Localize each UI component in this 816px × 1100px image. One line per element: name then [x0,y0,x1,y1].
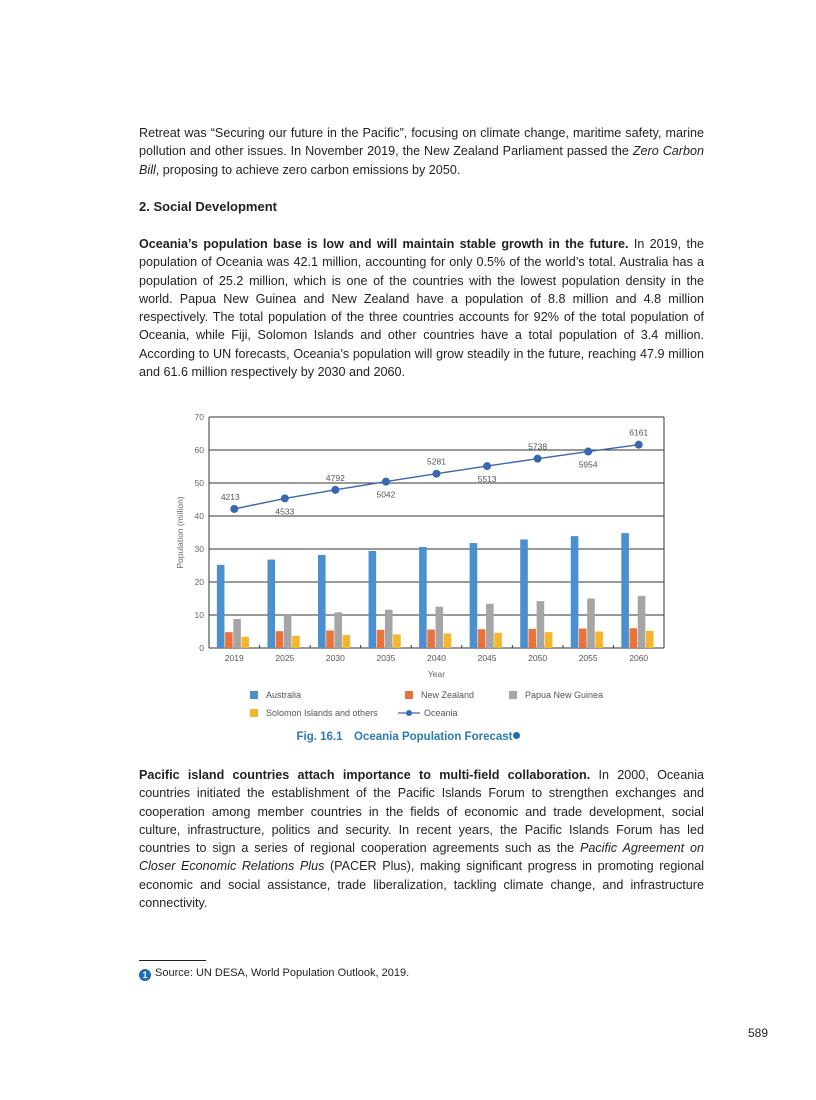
swatch-icon [509,691,517,699]
legend-label: New Zealand [421,690,475,700]
bar-new-zealand [276,631,284,648]
legend-label: Oceania [424,708,458,718]
bar-solomon-islands-and-others [646,631,654,648]
page-number: 589 [748,1026,769,1040]
swatch-icon [405,691,413,699]
bar-solomon-islands-and-others [393,634,401,648]
bar-papua-new-guinea [233,619,241,648]
data-label: 6161 [629,427,649,438]
data-label: 5954 [578,459,598,470]
x-tick-label: 2030 [325,653,345,663]
bar-solomon-islands-and-others [241,637,249,648]
bar-solomon-islands-and-others [545,632,553,648]
bar-solomon-islands-and-others [595,632,603,649]
bar-solomon-islands-and-others [292,636,300,648]
y-tick-label: 10 [194,610,204,620]
x-tick-label: 2055 [578,653,598,663]
legend-solomon [250,708,378,718]
legend-label: Papua New Guinea [525,690,604,700]
data-label: 5042 [376,489,396,500]
x-tick-label: 2025 [275,653,295,663]
y-tick-label: 20 [194,577,204,587]
bar-solomon-islands-and-others [494,633,502,648]
bar-australia [470,543,478,648]
swatch-icon [250,709,258,717]
text: (PACER Plus), making significant progress in promoting regional economic and social assistance, trade liberalization, tackling climate change, and infrastructure connectivity. [139,859,705,911]
y-axis-title: Population (million) [175,496,185,569]
swatch-icon [250,691,258,699]
y-tick-label: 30 [194,544,204,554]
agreement-title: Pacific Agreement on Closer Economic Relations Plus [139,841,704,874]
bar-australia [419,547,427,648]
figure-caption [0,731,816,743]
x-tick-label: 2060 [629,653,649,663]
oceania-point [483,462,491,470]
oceania-point [382,478,390,486]
bill-title: Zero Carbon Bill [139,144,704,177]
y-tick-label: 50 [194,478,204,488]
bar-new-zealand [478,629,486,648]
text: In 2019, the population of Oceania was 42.1 million, accounting for only 0.5% of the world’s total. Australia has a population of 25.2 million, which is one of the countries with the lowest population density in the world. Papua New Guinea and New Zealand have a population of 8.8 million and 4.8 million respectively. The total population of the three countries accounts for 92% of the total population of Oceania, while Fiji, Solomon Islands and other countries have a total population of 3.4 million. According to UN forecasts, Oceania’s population will grow steadily in the future, reaching 47.9 million and 61.6 million respectively by 2030 and 2060. [139,237,704,380]
oceania-point [331,486,339,494]
legend-oceania [398,708,458,718]
bar-solomon-islands-and-others [343,635,351,648]
text: In 2000, Oceania countries initiated the establishment of the Pacific Islands Forum to strengthen exchanges and cooperation among member countries in the fields of economic and trade development, social culture, infrastructure, politics and security. In recent years, the Pacific Islands Forum has led countries to sign a series of regional cooperation agreements such as the [139,768,704,856]
bar-australia [520,539,528,648]
bar-new-zealand [528,629,536,648]
paragraph-population [139,235,704,381]
oceania-point [281,494,289,502]
section-heading: 2. Social Development [139,199,277,214]
bar-papua-new-guinea [587,599,595,649]
legend-australia [250,690,301,700]
bar-australia [217,565,225,648]
bar-new-zealand [377,630,385,648]
bar-new-zealand [427,630,435,648]
legend-label: Solomon Islands and others [266,708,378,718]
footnote-marker-icon [513,732,520,739]
bar-new-zealand [579,629,587,648]
oceania-point [635,441,643,449]
bar-papua-new-guinea [436,607,444,648]
footnote [139,967,409,981]
bar-australia [318,555,326,648]
paragraph-collaboration [139,766,704,912]
oceania-point [433,470,441,478]
x-tick-label: 2019 [224,653,244,663]
x-tick-label: 2050 [528,653,548,663]
data-label: 4213 [220,491,240,502]
bar-australia [369,551,377,648]
x-tick-label: 2045 [477,653,497,663]
bar-papua-new-guinea [486,604,494,648]
bar-papua-new-guinea [284,615,292,648]
legend-label: Australia [266,690,302,700]
y-tick-label: 0 [199,643,204,653]
data-label: 5281 [427,456,446,467]
footnote-rule [139,960,206,961]
legend-new-zealand [405,690,474,700]
bar-australia [621,533,629,648]
x-tick-label: 2035 [376,653,396,663]
bar-papua-new-guinea [334,612,342,648]
paragraph-intro [139,124,704,179]
oceania-point [534,455,542,463]
x-tick-label: 2040 [427,653,446,663]
bar-new-zealand [326,631,334,648]
y-tick-label: 70 [194,412,204,422]
legend-png [509,690,603,700]
footnote-number-icon: 1 [139,969,151,981]
y-tick-label: 40 [194,511,204,521]
data-label: 5738 [528,441,548,452]
bar-australia [267,560,275,648]
lead-sentence: Oceania’s population base is low and will maintain stable growth in the future. [139,237,629,251]
caption-text: Fig. 16.1 Oceania Population Forecast [296,731,513,743]
bar-papua-new-guinea [537,601,545,648]
bar-papua-new-guinea [638,596,646,648]
bar-new-zealand [630,628,638,648]
data-label: 4533 [275,506,295,517]
text: Retreat was “Securing our future in the Pacific”, focusing on climate change, maritime safety, marine pollution and other issues. In November 2019, the New Zealand Parliament passed the [139,126,704,159]
x-axis-title: Year [427,669,446,679]
y-tick-label: 60 [194,445,204,455]
footnote-text: Source: UN DESA, World Population Outlook, 2019. [155,967,410,979]
data-label: 4792 [325,472,345,483]
oceania-point [230,505,238,513]
oceania-point [584,448,592,456]
bar-solomon-islands-and-others [444,633,452,648]
data-label: 5513 [477,474,497,485]
bar-papua-new-guinea [385,610,393,648]
bar-new-zealand [225,632,233,648]
text: , proposing to achieve zero carbon emissions by 2050. [155,162,461,177]
lead-sentence: Pacific island countries attach importance to multi-field collaboration. [139,768,591,782]
bar-australia [571,536,579,648]
line-marker-icon [398,709,420,717]
oceania-line [234,445,638,509]
